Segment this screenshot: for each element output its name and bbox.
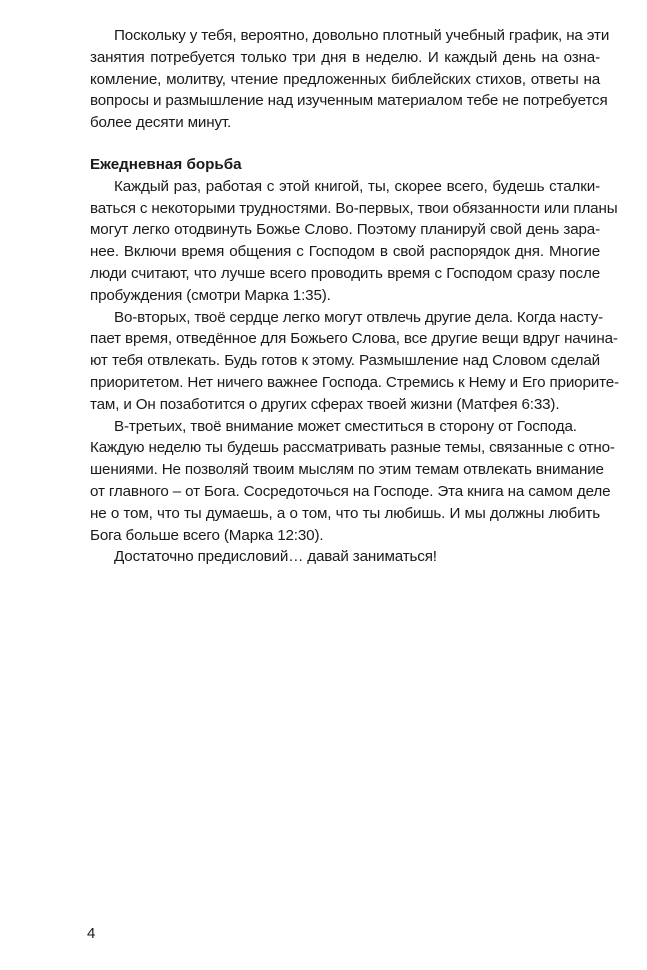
text-line: Бога больше всего (Марка 12:30).: [90, 526, 324, 544]
paragraph-second-difficulty: [90, 307, 619, 416]
closing-line: Достаточно предисловий… давай заниматься!: [114, 548, 437, 566]
text-line: приоритетом. Нет ничего важнее Господа. Стремись к Нему и Его приорите-: [90, 373, 619, 391]
text-line: могут легко отодвинуть Божье Слово. Поэтому планируй свой день зара-: [90, 221, 600, 239]
text-line: Каждый раз, работая с этой книгой, ты, скорее всего, будешь сталки-: [114, 177, 600, 195]
page-body: [90, 25, 619, 568]
paragraph-third-difficulty: [90, 416, 615, 547]
text-line: Каждую неделю ты будешь рассматривать разные темы, связанные с отно-: [90, 439, 615, 457]
text-line: Поскольку у тебя, вероятно, довольно плотный учебный график, на эти: [114, 27, 610, 44]
text-line: пает время, отведённое для Божьего Слова, все другие вещи вдруг начина-: [90, 330, 618, 348]
section-heading: Ежедневная борьба: [90, 155, 242, 173]
page-number: 4: [87, 925, 96, 942]
text-line: вопросы и размышление над изученным материалом тебе не потребуется: [90, 92, 608, 110]
text-line: занятия потребуется только три дня в неделю. И каждый день на озна-: [90, 48, 600, 66]
text-line: там, и Он позаботится о других сферах твоей жизни (Матфея 6:33).: [90, 395, 560, 413]
intro-paragraph: [90, 25, 610, 134]
text-line: нее. Включи время общения с Господом в свой распорядок дня. Многие: [90, 243, 600, 261]
text-line: ют тебя отвлекать. Будь готов к этому. Размышление над Словом сделай: [90, 352, 600, 370]
text-line: ваться с некоторыми трудностями. Во-первых, твои обязанности или планы: [90, 199, 618, 217]
text-line: комление, молитву, чтение предложенных библейских стихов, ответы на: [90, 70, 600, 88]
text-line: В-третьих, твоё внимание может сместиться в сторону от Господа.: [114, 417, 577, 435]
text-line: люди считают, что лучше всего проводить время с Господом сразу после: [90, 264, 600, 282]
text-line: от главного – от Бога. Сосредоточься на Господе. Эта книга на самом деле: [90, 482, 611, 500]
text-line: шениями. Не позволяй твоим мыслям по этим темам отвлекать внимание: [90, 461, 604, 479]
text-line: Во-вторых, твоё сердце легко могут отвлечь другие дела. Когда насту-: [114, 308, 603, 326]
text-line: пробуждения (смотри Марка 1:35).: [90, 286, 331, 304]
text-line: не о том, что ты думаешь, а о том, что ты любишь. И мы должны любить: [90, 504, 600, 522]
text-line: более десяти минут.: [90, 114, 232, 132]
paragraph-first-difficulty: [90, 176, 618, 307]
